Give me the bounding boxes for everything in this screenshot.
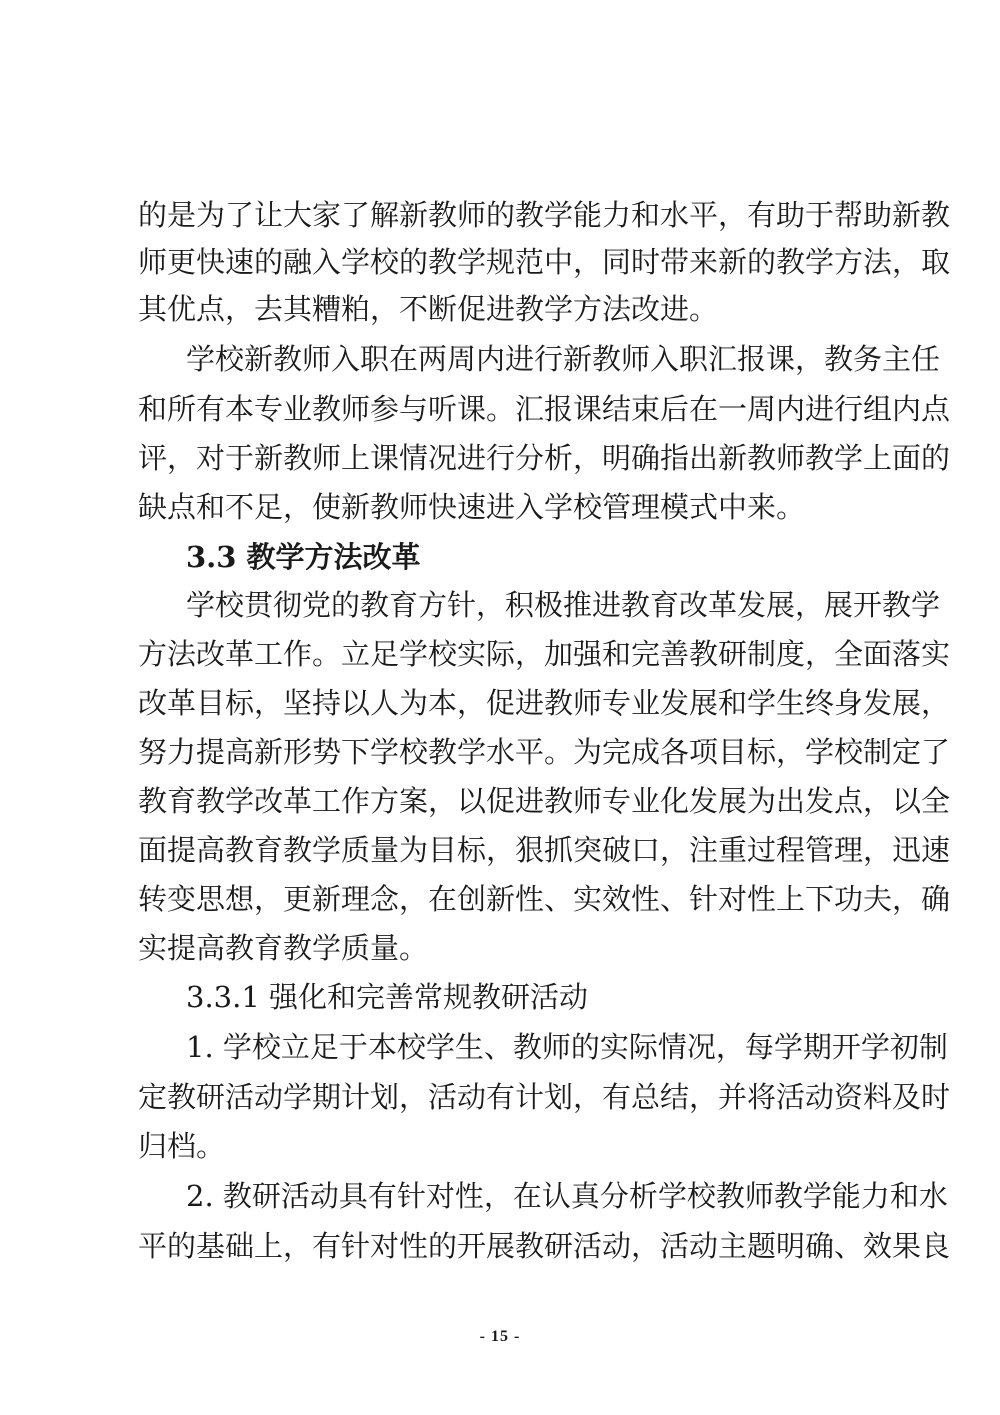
section-heading: 3.3 教学方法改革: [186, 540, 421, 574]
text-line: 努力提高新形势下学校教学水平。为完成各项目标，学校制定了: [138, 735, 951, 769]
text-line: 面提高教育教学质量为目标，狠抓突破口，注重过程管理，迅速: [138, 833, 951, 867]
text-line: 和所有本专业教师参与听课。汇报课结束后在一周内进行组内点: [138, 392, 951, 426]
text-line: 2. 教研活动具有针对性，在认真分析学校教师教学能力和水: [186, 1179, 948, 1213]
text-line: 评，对于新教师上课情况进行分析，明确指出新教师教学上面的: [138, 441, 951, 475]
text-line: 1. 学校立足于本校学生、教师的实际情况，每学期开学初制: [186, 1030, 948, 1064]
text-line: 教育教学改革工作方案，以促进教师专业化发展为出发点，以全: [138, 784, 951, 818]
text-line: 归档。: [138, 1129, 226, 1163]
text-line: 转变思想，更新理念，在创新性、实效性、针对性上下功夫，确: [138, 882, 951, 916]
text-line: 学校贯彻党的教育方针，积极推进教育改革发展，展开教学: [186, 588, 941, 622]
text-line: 方法改革工作。立足学校实际，加强和完善教研制度，全面落实: [138, 637, 951, 671]
text-line: 其优点，去其糟粕，不断促进教学方法改进。: [138, 292, 719, 326]
text-line: 的是为了让大家了解新教师的教学能力和水平，有助于帮助新教: [138, 198, 951, 232]
text-line: 改革目标，坚持以人为本，促进教师专业发展和学生终身发展，: [138, 686, 951, 720]
page-number: - 15 -: [479, 1328, 521, 1345]
text-line: 定教研活动学期计划，活动有计划，有总结，并将活动资料及时: [138, 1080, 951, 1114]
text-line: 学校新教师入职在两周内进行新教师入职汇报课，教务主任: [186, 342, 941, 376]
subsection-heading: 3.3.1 强化和完善常规教研活动: [186, 980, 589, 1014]
text-line: 师更快速的融入学校的教学规范中，同时带来新的教学方法，取: [138, 245, 951, 279]
text-line: 缺点和不足，使新教师快速进入学校管理模式中来。: [138, 490, 806, 524]
text-line: 实提高教育教学质量。: [138, 931, 429, 965]
text-line: 平的基础上，有针对性的开展教研活动，活动主题明确、效果良: [138, 1229, 951, 1263]
